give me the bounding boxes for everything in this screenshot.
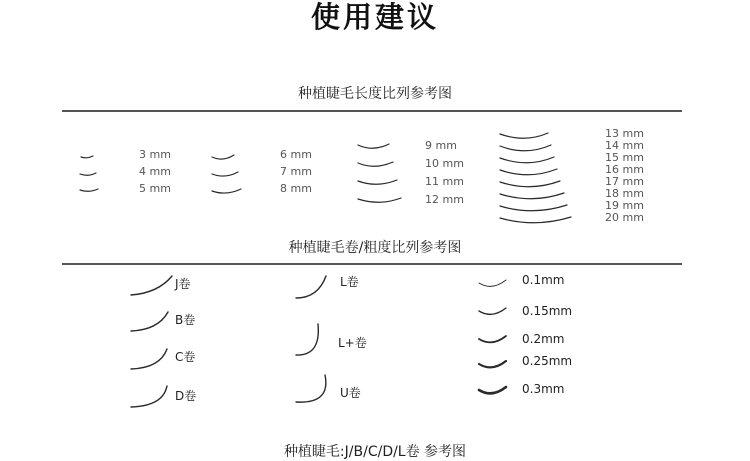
lash-illustration	[212, 189, 241, 193]
thickness-label: 0.1mm	[522, 273, 565, 287]
lash-illustration	[80, 173, 96, 175]
lash-illustration	[500, 157, 554, 163]
curl-label-j: J卷	[175, 277, 191, 291]
length-label: 8 mm	[280, 182, 312, 195]
curl-label-d: D卷	[175, 389, 197, 403]
curl-label-u: U卷	[340, 386, 361, 400]
length-label: 20 mm	[605, 211, 644, 224]
length-label: 11 mm	[425, 175, 464, 188]
length-label: 5 mm	[139, 182, 171, 195]
footer-caption: 种植睫毛:J/B/C/D/L卷 参考图	[283, 444, 467, 460]
lash-illustration	[212, 172, 238, 176]
lash-illustration	[212, 155, 234, 159]
lash-illustration	[296, 375, 326, 402]
length-section-title: 种植睫毛长度比列参考图	[298, 86, 452, 102]
lash-illustration	[358, 144, 389, 148]
lash-illustration	[479, 387, 506, 393]
lash-illustration	[500, 169, 557, 175]
lash-illustration	[131, 386, 167, 407]
length-label: 10 mm	[425, 157, 464, 170]
length-label: 9 mm	[425, 139, 457, 152]
curl-label-c: C卷	[175, 350, 196, 364]
lash-illustration	[80, 189, 98, 191]
lash-illustration	[479, 336, 506, 342]
length-label: 14 mm	[605, 139, 644, 152]
lash-illustration	[479, 361, 506, 367]
length-label: 15 mm	[605, 151, 644, 164]
length-label: 12 mm	[425, 193, 464, 206]
curl-section-title: 种植睫毛卷/粗度比列参考图	[288, 240, 462, 256]
lash-illustration	[296, 324, 318, 355]
lash-illustration	[131, 312, 168, 331]
length-label: 16 mm	[605, 163, 644, 176]
curl-label-b: B卷	[175, 313, 196, 327]
length-label: 18 mm	[605, 187, 644, 200]
length-label: 3 mm	[139, 148, 171, 161]
thickness-label: 0.15mm	[522, 304, 573, 318]
lash-illustration	[358, 198, 401, 202]
lash-illustration	[500, 181, 560, 187]
lash-illustration	[479, 280, 506, 286]
thickness-label: 0.2mm	[522, 332, 565, 346]
lash-illustration	[131, 276, 172, 295]
length-label: 6 mm	[280, 148, 312, 161]
curl-label-l-plus: L+卷	[338, 336, 367, 350]
lash-illustration	[358, 162, 393, 166]
length-label: 4 mm	[139, 165, 171, 178]
page-title: 使用建议	[310, 0, 439, 34]
lash-illustration	[81, 156, 93, 158]
length-label: 19 mm	[605, 199, 644, 212]
lash-illustration	[500, 133, 548, 138]
lash-illustration	[500, 217, 571, 223]
lash-illustration	[131, 349, 167, 369]
lash-illustration	[500, 145, 551, 151]
thickness-label: 0.3mm	[522, 382, 565, 396]
lash-illustration	[500, 193, 564, 199]
lash-illustration	[500, 205, 567, 211]
length-label: 7 mm	[280, 165, 312, 178]
length-label: 17 mm	[605, 175, 644, 188]
lash-illustration	[479, 308, 506, 314]
thickness-label: 0.25mm	[522, 354, 573, 368]
length-label: 13 mm	[605, 127, 644, 140]
curl-label-l: L卷	[340, 275, 359, 289]
lash-illustration	[358, 180, 397, 184]
lash-illustration	[296, 276, 326, 298]
